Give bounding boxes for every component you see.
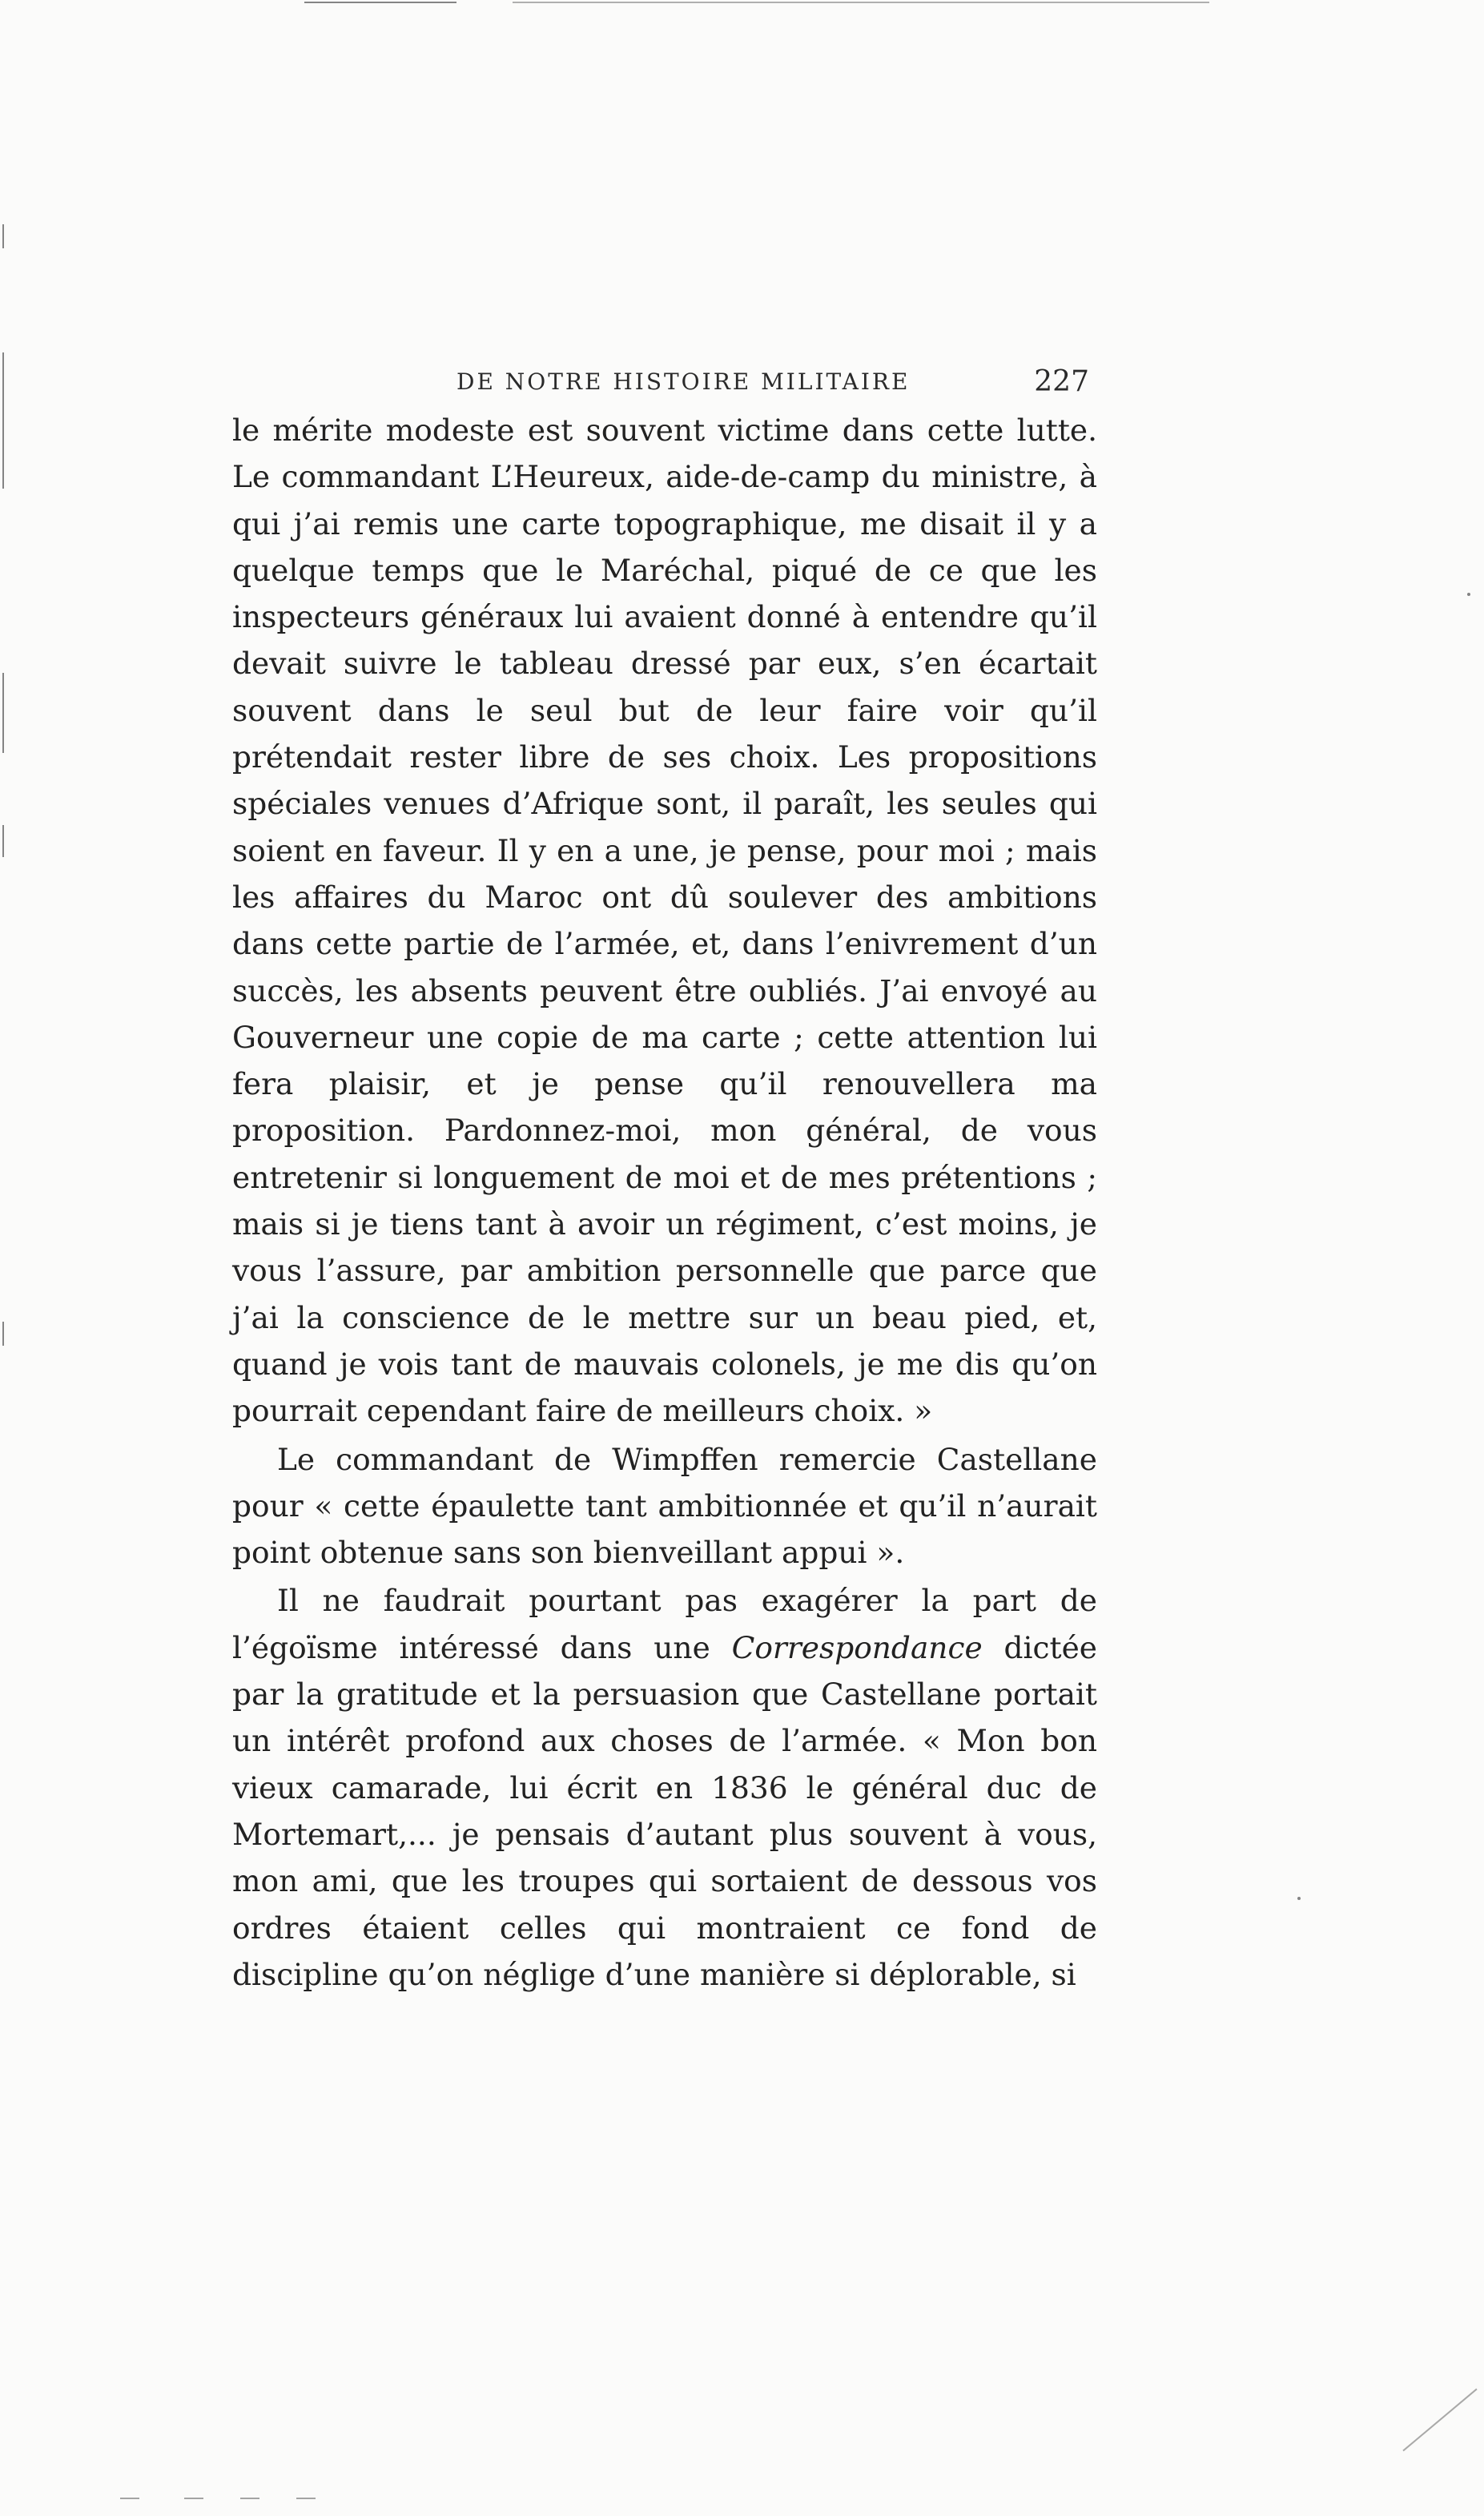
scan-artifact-top-rule bbox=[304, 2, 456, 3]
italic-title: Correspondance bbox=[731, 1629, 983, 1665]
scan-artifact-bottom-dash bbox=[240, 2498, 259, 2499]
scan-artifact-bottom-dash bbox=[184, 2498, 203, 2499]
paragraph-continued: le mérite modeste est souvent victime dans cette lutte. Le commandant L’Heureux, aide-de-camp du ministre, à qui j’ai remis une carte topographique, me disait il y a quelque temps que le Maréchal, piqué de ce que les inspecteurs généraux lui avaient donné à entendre qu’il devait suivre le tableau dressé par eux, s’en écartait souvent dans le seul but de leur faire voir qu’il prétendait rester libre de ses choix. Les propositions spéciales venues d’Afrique sont, il paraît, les seules qui soient en faveur. Il y en a une, je pense, pour moi ; mais les affaires du Maroc ont dû soulever des ambitions dans cette partie de l’armée, et, dans l’enivrement d’un succès, les absents peuvent être oubliés. J’ai envoyé au Gouverneur une copie de ma carte ; cette attention lui fera plaisir, et je pense qu’il renouvellera ma proposition. Pardonnez-moi, mon général, de vous entretenir si longuement de moi et de mes prétentions ; mais si je tiens tant à avoir un régiment, c’est moins, je vous l’assure, par ambition personnelle que parce que j’ai la conscience de le mettre sur un beau pied, et, quand je vois tant de mauvais colonels, je me dis qu’on pourrait cependant faire de meilleurs choix. » bbox=[232, 413, 1097, 1429]
scan-artifact-top-rule bbox=[513, 2, 1209, 3]
book-page bbox=[232, 352, 1097, 1998]
page-number: 227 bbox=[1034, 365, 1089, 398]
paragraph-text: Il ne faudrait pourtant pas exagérer la part de l’égoïsme intéressé dans une bbox=[232, 1583, 1097, 1665]
scan-artifact-diagonal bbox=[1402, 2389, 1477, 2452]
running-header bbox=[232, 352, 1097, 401]
scan-artifact-bottom-dash bbox=[296, 2498, 316, 2499]
paragraph bbox=[232, 1577, 1097, 1998]
scan-artifact-dot bbox=[1297, 1897, 1301, 1900]
paragraph-text: dictée par la gratitude et la persuasion que Castellane portait un intérêt profond aux choses de l’armée. « Mon bon vieux camarade, lui écrit en 1836 le général duc de Mortemart,... je pensais d’autant plus souvent à vous, mon ami, que les troupes qui sortaient de dessous vos ordres étaient celles qui montraient ce fond de discipline qu’on néglige d’une manière si déplorable, si bbox=[232, 1629, 1097, 1992]
scan-artifact-dot bbox=[1467, 593, 1470, 596]
scan-artifact-edge-mark bbox=[2, 1322, 4, 1346]
scan-artifact-edge-mark bbox=[2, 673, 4, 753]
scan-artifact-edge-mark bbox=[2, 825, 4, 857]
running-title: DE NOTRE HISTOIRE MILITAIRE bbox=[456, 368, 911, 395]
scan-artifact-edge-mark bbox=[2, 352, 4, 489]
scan-artifact-edge-mark bbox=[2, 224, 4, 248]
paragraph: Le commandant de Wimpffen remercie Castellane pour « cette épaulette tant ambitionnée et qu’il n’aurait point obtenue sans son bienveillant appui ». bbox=[232, 1441, 1097, 1571]
scan-artifact-bottom-dash bbox=[120, 2498, 139, 2499]
